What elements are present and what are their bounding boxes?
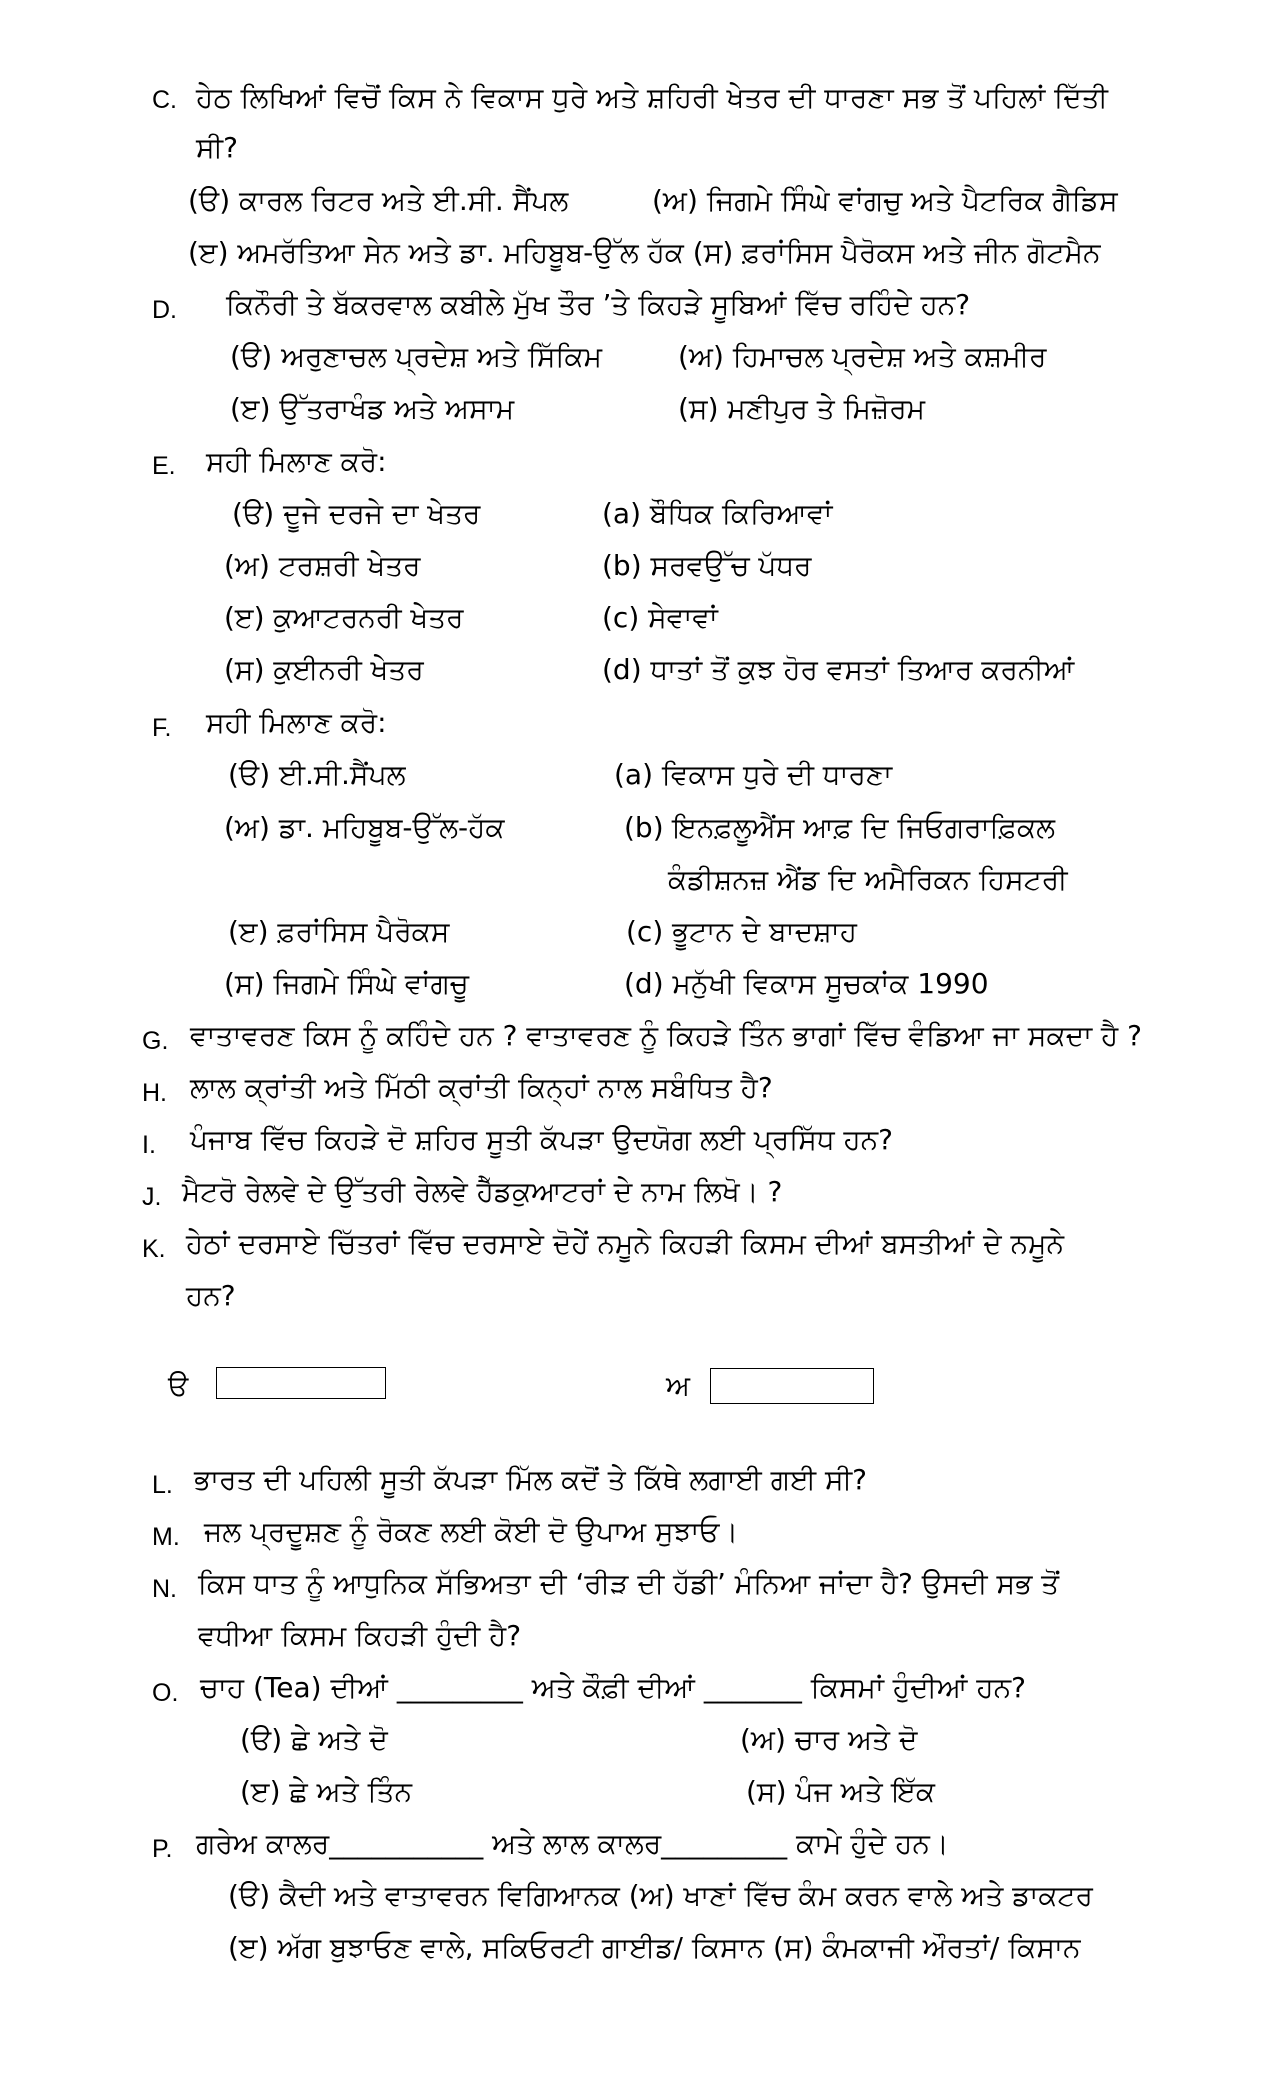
question-d-text: ਕਿਨੌਰੀ ਤੇ ਬੱਕਰਵਾਲ ਕਬੀਲੇ ਮੁੱਖ ਤੌਰ ’ਤੇ ਕਿਹੜੇ ਸੂਬਿਆਂ ਵਿੱਚ ਰਹਿੰਦੇ ਹਨ?	[226, 288, 971, 321]
question-e-left-3: (ੲ) ਕੁਆਟਰਨਰੀ ਖੇਤਰ	[224, 601, 464, 634]
question-d-option-d: (ਸ) ਮਣੀਪੁਰ ਤੇ ਮਿਜ਼ੋਰਮ	[678, 392, 926, 425]
question-e-text: ਸਹੀ ਮਿਲਾਣ ਕਰੋ:	[206, 445, 387, 478]
question-o-option-b: (ਅ) ਚਾਰ ਅਤੇ ਦੋ	[740, 1723, 918, 1756]
question-c-option-b: (ਅ) ਜਿਗਮੇ ਸਿੰਘੇ ਵਾਂਗਚੁ ਅਤੇ ਪੈਟਰਿਕ ਗੈਡਿਸ	[652, 184, 1118, 217]
question-d-option-a: (ੳ) ਅਰੁਣਾਚਲ ਪ੍ਰਦੇਸ਼ ਅਤੇ ਸਿੱਕਿਮ	[230, 340, 603, 373]
question-g-text: ਵਾਤਾਵਰਣ ਕਿਸ ਨੂੰ ਕਹਿੰਦੇ ਹਨ ? ਵਾਤਾਵਰਣ ਨੂੰ ਕਿਹੜੇ ਤਿੰਨ ਭਾਗਾਂ ਵਿੱਚ ਵੰਡਿਆ ਜਾ ਸਕਦਾ ਹੈ ?	[190, 1019, 1142, 1052]
question-n-text-cont: ਵਧੀਆ ਕਿਸਮ ਕਿਹੜੀ ਹੁੰਦੀ ਹੈ?	[198, 1619, 522, 1652]
question-f-number: F.	[152, 714, 172, 742]
question-e-left-1: (ੳ) ਦੂਜੇ ਦਰਜੇ ਦਾ ਖੇਤਰ	[232, 497, 481, 530]
question-e-right-4: (d) ਧਾਤਾਂ ਤੋਂ ਕੁਝ ਹੋਰ ਵਸਤਾਂ ਤਿਆਰ ਕਰਨੀਆਂ	[602, 653, 1075, 686]
question-d-number: D.	[152, 296, 177, 324]
question-o-number: O.	[152, 1679, 179, 1707]
question-p-options-a-b: (ੳ) ਕੈਦੀ ਅਤੇ ਵਾਤਾਵਰਨ ਵਿਗਿਆਨਕ (ਅ) ਖਾਣਾਂ ਵਿੱਚ ਕੰਮ ਕਰਨ ਵਾਲੇ ਅਤੇ ਡਾਕਟਰ	[228, 1879, 1093, 1912]
question-p-number: P.	[152, 1835, 173, 1863]
question-p-text: ਗਰੇਅ ਕਾਲਰ___________ ਅਤੇ ਲਾਲ ਕਾਲਰ_________ ਕਾਮੇ ਹੁੰਦੇ ਹਨ।	[196, 1827, 949, 1860]
question-k-text-cont: ਹਨ?	[186, 1279, 236, 1312]
question-f-right-3: (c) ਭੂਟਾਨ ਦੇ ਬਾਦਸ਼ਾਹ	[626, 915, 857, 948]
question-c-number: C.	[152, 86, 177, 114]
question-l-number: L.	[152, 1471, 173, 1499]
question-k-label-b: ਅ	[666, 1369, 691, 1402]
question-d-option-c: (ੲ) ਉੱਤਰਾਖੰਡ ਅਤੇ ਅਸਾਮ	[230, 392, 515, 425]
question-h-number: H.	[142, 1079, 167, 1107]
question-f-right-2-cont: ਕੰਡੀਸ਼ਨਜ਼ ਐਂਡ ਦਿ ਅਮੈਰਿਕਨ ਹਿਸਟਰੀ	[668, 863, 1068, 896]
question-e-right-2: (b) ਸਰਵਉੱਚ ਪੱਧਰ	[602, 549, 812, 582]
question-f-left-1: (ੳ) ਈ.ਸੀ.ਸੈਂਪਲ	[228, 758, 406, 791]
question-e-number: E.	[152, 452, 176, 480]
question-d-option-b: (ਅ) ਹਿਮਾਚਲ ਪ੍ਰਦੇਸ਼ ਅਤੇ ਕਸ਼ਮੀਰ	[678, 340, 1047, 373]
question-o-option-d: (ਸ) ਪੰਜ ਅਤੇ ਇੱਕ	[746, 1775, 935, 1808]
question-f-right-1: (a) ਵਿਕਾਸ ਧੁਰੇ ਦੀ ਧਾਰਣਾ	[614, 758, 893, 791]
question-i-number: I.	[142, 1131, 156, 1159]
question-g-number: G.	[142, 1027, 169, 1055]
question-i-text: ਪੰਜਾਬ ਵਿੱਚ ਕਿਹੜੇ ਦੋ ਸ਼ਹਿਰ ਸੂਤੀ ਕੱਪੜਾ ਉਦਯੋਗ ਲਈ ਪ੍ਰਸਿੱਧ ਹਨ?	[190, 1123, 894, 1156]
question-k-number: K.	[142, 1235, 166, 1263]
question-f-right-2: (b) ਇਨਫ਼ਲੂਐਂਸ ਆਫ਼ ਦਿ ਜਿਓਗਰਾਫ਼ਿਕਲ	[624, 811, 1055, 844]
question-e-left-2: (ਅ) ਟਰਸ਼ਰੀ ਖੇਤਰ	[224, 549, 421, 582]
question-k-image-a-box	[216, 1367, 386, 1399]
question-f-left-2: (ਅ) ਡਾ. ਮਹਿਬੂਬ-ਉੱਲ-ਹੱਕ	[224, 811, 505, 844]
question-o-text: ਚਾਹ (Tea) ਦੀਆਂ _________ ਅਤੇ ਕੌਫ਼ੀ ਦੀਆਂ _______ ਕਿਸਮਾਂ ਹੁੰਦੀਆਂ ਹਨ?	[200, 1671, 1026, 1704]
question-j-number: J.	[142, 1183, 162, 1211]
question-c-text-cont: ਸੀ?	[196, 131, 238, 164]
question-c-text: ਹੇਠ ਲਿਖਿਆਂ ਵਿਚੋਂ ਕਿਸ ਨੇ ਵਿਕਾਸ ਧੁਰੇ ਅਤੇ ਸ਼ਹਿਰੀ ਖੇਤਰ ਦੀ ਧਾਰਣਾ ਸਭ ਤੋਂ ਪਹਿਲਾਂ ਦਿੱਤੀ	[196, 81, 1108, 114]
question-e-right-1: (a) ਬੌਧਿਕ ਕਿਰਿਆਵਾਂ	[602, 497, 833, 530]
question-o-option-c: (ੲ) ਛੇ ਅਤੇ ਤਿੰਨ	[240, 1775, 413, 1808]
question-k-text: ਹੇਠਾਂ ਦਰਸਾਏ ਚਿੱਤਰਾਂ ਵਿੱਚ ਦਰਸਾਏ ਦੋਹੇਂ ਨਮੂਨੇ ਕਿਹੜੀ ਕਿਸਮ ਦੀਆਂ ਬਸਤੀਆਂ ਦੇ ਨਮੂਨੇ	[186, 1227, 1065, 1260]
question-c-option-a: (ੳ) ਕਾਰਲ ਰਿਟਰ ਅਤੇ ਈ.ਸੀ. ਸੈਂਪਲ	[188, 184, 569, 217]
question-p-options-c-d: (ੲ) ਅੱਗ ਬੁਝਾਓਣ ਵਾਲੇ, ਸਕਿਓਰਟੀ ਗਾਈਡ/ ਕਿਸਾਨ (ਸ) ਕੰਮਕਾਜੀ ਔਰਤਾਂ/ ਕਿਸਾਨ	[228, 1931, 1081, 1964]
question-j-text: ਮੈਟਰੋ ਰੇਲਵੇ ਦੇ ਉੱਤਰੀ ਰੇਲਵੇ ਹੈੱਡਕੁਆਟਰਾਂ ਦੇ ਨਾਮ ਲਿਖੋ। ?	[182, 1175, 783, 1208]
question-f-left-3: (ੲ) ਫ਼ਰਾਂਸਿਸ ਪੈਰੋਕਸ	[228, 915, 450, 948]
question-l-text: ਭਾਰਤ ਦੀ ਪਹਿਲੀ ਸੂਤੀ ਕੱਪੜਾ ਮਿੱਲ ਕਦੋਂ ਤੇ ਕਿੱਥੇ ਲਗਾਈ ਗਈ ਸੀ?	[194, 1463, 867, 1496]
question-h-text: ਲਾਲ ਕ੍ਰਾਂਤੀ ਅਤੇ ਮਿੱਠੀ ਕ੍ਰਾਂਤੀ ਕਿਨ੍ਹਾਂ ਨਾਲ ਸਬੰਧਿਤ ਹੈ?	[190, 1071, 773, 1104]
question-e-right-3: (c) ਸੇਵਾਵਾਂ	[602, 601, 718, 634]
question-m-number: M.	[152, 1523, 180, 1551]
question-n-number: N.	[152, 1575, 177, 1603]
question-f-right-4: (d) ਮਨੁੱਖੀ ਵਿਕਾਸ ਸੂਚਕਾਂਕ 1990	[624, 967, 989, 1000]
question-f-left-4: (ਸ) ਜਿਗਮੇ ਸਿੰਘੇ ਵਾਂਗਚੂ	[224, 967, 469, 1000]
question-n-text: ਕਿਸ ਧਾਤ ਨੂੰ ਆਧੁਨਿਕ ਸੱਭਿਅਤਾ ਦੀ ‘ਰੀੜ ਦੀ ਹੱਡੀ’ ਮੰਨਿਆ ਜਾਂਦਾ ਹੈ? ਉਸਦੀ ਸਭ ਤੋਂ	[198, 1567, 1060, 1600]
question-k-image-b-box	[710, 1368, 874, 1404]
question-k-label-a: ੳ	[168, 1369, 189, 1402]
question-e-left-4: (ਸ) ਕੁਈਨਰੀ ਖੇਤਰ	[224, 653, 424, 686]
question-m-text: ਜਲ ਪ੍ਰਦੂਸ਼ਣ ਨੂੰ ਰੋਕਣ ਲਈ ਕੋਈ ਦੋ ਉਪਾਅ ਸੁਝਾਓ।	[204, 1515, 739, 1548]
question-o-option-a: (ੳ) ਛੇ ਅਤੇ ਦੋ	[240, 1723, 388, 1756]
question-c-option-c-d: (ੲ) ਅਮਰੱਤਿਆ ਸੇਨ ਅਤੇ ਡਾ. ਮਹਿਬੂਬ-ਉੱਲ ਹੱਕ (ਸ) ਫ਼ਰਾਂਸਿਸ ਪੈਰੋਕਸ ਅਤੇ ਜੀਨ ਗੋਟਮੈਨ	[188, 236, 1101, 269]
question-f-text: ਸਹੀ ਮਿਲਾਣ ਕਰੋ:	[206, 706, 387, 739]
